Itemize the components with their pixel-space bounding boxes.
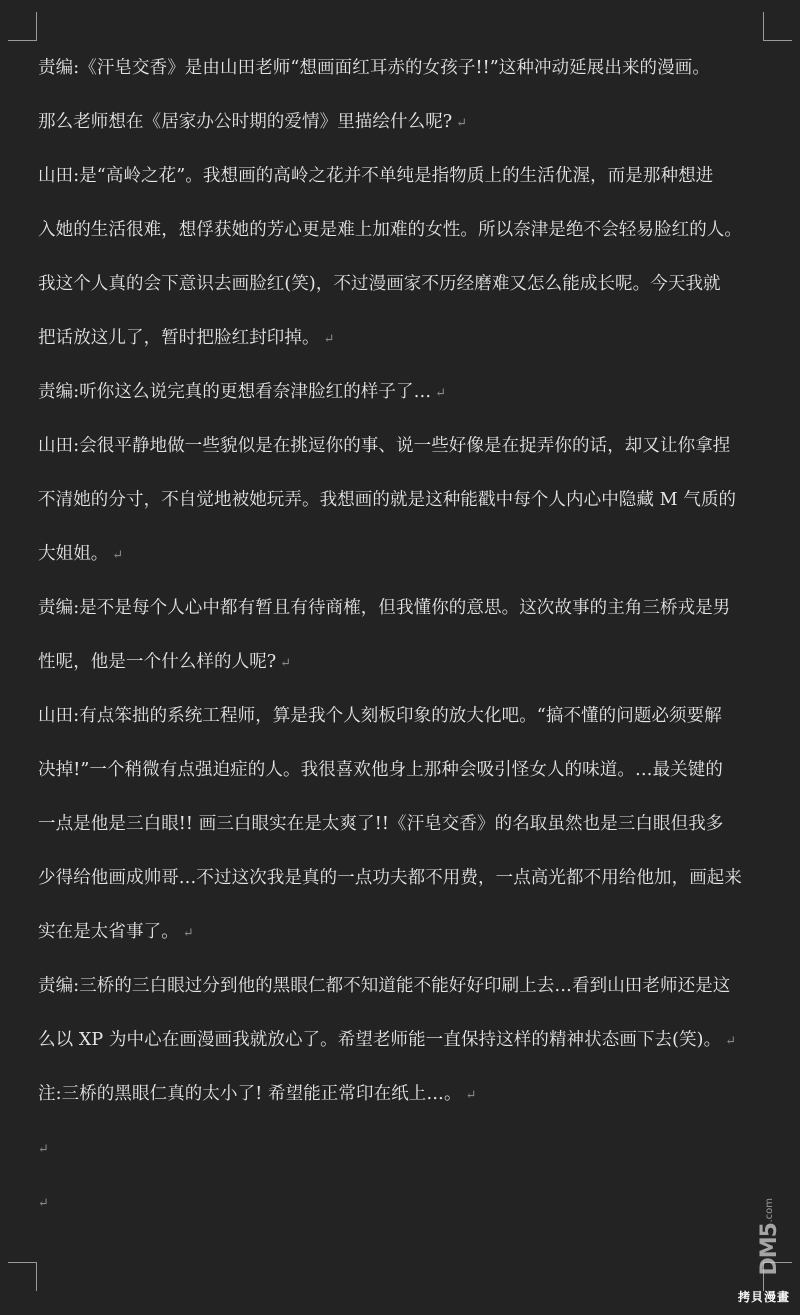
watermark-suffix: .com (763, 1198, 775, 1223)
text-line (38, 808, 764, 862)
line-text: 我这个人真的会下意识去画脸红(笑)，不过漫画家不历经磨难又怎么能成长呢。今天我就 (38, 274, 721, 294)
text-line (38, 214, 764, 268)
line-text: 一点是他是三白眼!! 画三白眼实在是太爽了!!《汗皂交香》的名取虽然也是三白眼但我多 (38, 814, 724, 834)
line-text: 责编:《汗皂交香》是由山田老师“想画面红耳赤的女孩子!!”这种冲动延展出来的漫画。 (38, 58, 710, 78)
line-text: 性呢，他是一个什么样的人呢? (38, 652, 277, 672)
text-line (38, 1132, 764, 1186)
line-text: 大姐姐。 (38, 544, 109, 564)
watermark-text: DM5 (756, 1222, 782, 1276)
paragraph-mark-icon: ↵ (38, 1142, 49, 1157)
paragraph-mark-icon: ↵ (182, 926, 194, 941)
text-line (38, 106, 764, 160)
crop-mark-top-left (8, 12, 37, 41)
line-text: 少得给他画成帅哥…不过这次我是真的一点功夫都不用费，一点高光都不用给他加，画起来 (38, 868, 742, 888)
site-watermark (752, 1198, 786, 1282)
text-line (38, 592, 764, 646)
paragraph-mark-icon: ↵ (280, 656, 292, 671)
line-text: 把话放这儿了，暂时把脸红封印掉。 (38, 328, 320, 348)
text-line (38, 970, 764, 1024)
line-text: 山田:有点笨拙的系统工程师，算是我个人刻板印象的放大化吧。“搞不懂的问题必须要解 (38, 706, 722, 726)
text-line (38, 430, 764, 484)
line-text: 责编:听你这么说完真的更想看奈津脸红的样子了… (38, 382, 432, 402)
paragraph-mark-icon: ↵ (725, 1034, 737, 1049)
text-line (38, 376, 764, 430)
line-text: 注:三桥的黑眼仁真的太小了! 希望能正常印在纸上…。 (38, 1084, 462, 1104)
text-line (38, 160, 764, 214)
paragraph-mark-icon: ↵ (112, 548, 124, 563)
line-text: 那么老师想在《居家办公时期的爱情》里描绘什么呢? (38, 112, 453, 132)
text-line (38, 646, 764, 700)
line-text: 么以 XP 为中心在画漫画我就放心了。希望老师能一直保持这样的精神状态画下去(笑)。 (38, 1030, 722, 1050)
paragraph-mark-icon: ↵ (38, 1196, 49, 1211)
line-text: 不清她的分寸，不自觉地被她玩弄。我想画的就是这种能戳中每个人内心中隐藏 M 气质的 (38, 490, 737, 510)
text-line (38, 1078, 764, 1132)
paragraph-mark-icon: ↵ (435, 386, 447, 401)
line-text: 责编:是不是每个人心中都有暂且有待商榷，但我懂你的意思。这次故事的主角三桥戎是男 (38, 598, 731, 618)
text-line (38, 538, 764, 592)
crop-mark-bottom-left (8, 1262, 37, 1291)
paragraph-mark-icon: ↵ (323, 332, 335, 347)
line-text: 山田:是“高岭之花”。我想画的高岭之花并不单纯是指物质上的生活优渥，而是那种想进 (38, 166, 714, 186)
text-line (38, 52, 764, 106)
crop-mark-top-right (763, 12, 792, 41)
paragraph-mark-icon: ↵ (465, 1088, 477, 1103)
line-text: 决掉!”一个稍微有点强迫症的人。我很喜欢他身上那种会吸引怪女人的味道。…最关键的 (38, 760, 723, 780)
text-line (38, 1024, 764, 1078)
paragraph-mark-icon: ↵ (456, 116, 468, 131)
text-line (38, 1186, 764, 1240)
document-body (38, 52, 764, 1240)
line-text: 入她的生活很难，想俘获她的芳心更是难上加难的女性。所以奈津是绝不会轻易脸红的人。 (38, 220, 742, 240)
text-line (38, 484, 764, 538)
line-text: 实在是太省事了。 (38, 922, 179, 942)
text-line (38, 916, 764, 970)
line-text: 责编:三桥的三白眼过分到他的黑眼仁都不知道能不能好好印刷上去…看到山田老师还是这 (38, 976, 731, 996)
line-text: 山田:会很平静地做一些貌似是在挑逗你的事、说一些好像是在捉弄你的话，却又让你拿捏 (38, 436, 731, 456)
text-line (38, 862, 764, 916)
text-line (38, 322, 764, 376)
text-line (38, 754, 764, 808)
copyright-label: 拷貝漫畫 (737, 1290, 790, 1304)
text-line (38, 700, 764, 754)
text-line (38, 268, 764, 322)
